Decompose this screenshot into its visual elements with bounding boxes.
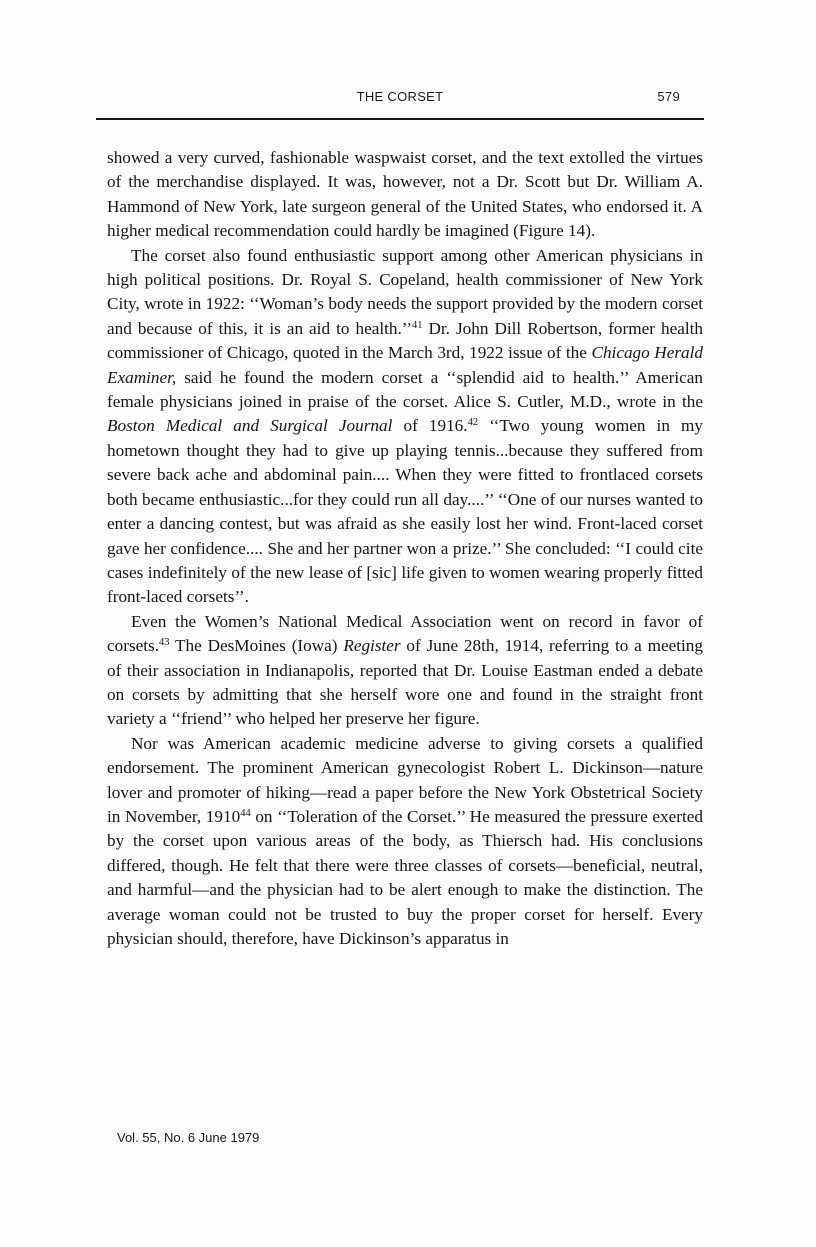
- footnote-ref: 41: [411, 319, 423, 331]
- footnote-ref: 43: [159, 637, 170, 649]
- paragraph: [107, 610, 703, 732]
- text-run: Nor was American academic medicine adverse to giving corsets a qualified endorsement. The prominent American gynecologist Robert L. Dickinson—nature lover and promoter of hiking—read a paper before the New York Obstetrical Society in November, 1910: [107, 733, 703, 826]
- text-run: The corset also found enthusiastic support among other American physicians in high political positions. Dr. Royal S. Copeland, health commissioner of New York City, wrote in 1922: ‘‘Woman’s body needs the support provided by the modern corset and because of this, it is an aid to health.’’: [107, 245, 703, 338]
- article-body: [107, 146, 703, 951]
- paragraph: [107, 244, 703, 610]
- footnote-ref: 44: [240, 807, 251, 819]
- text-run: Dr. John Dill Robertson, former health commissioner of Chicago, quoted in the March 3rd, 1922 issue of the: [107, 318, 703, 363]
- text-run: of 1916.: [392, 416, 468, 436]
- text-run: ‘‘Two young women in my hometown thought they had to give up playing tennis...because they suffered from severe back ache and abdominal pain.... When they were fitted to frontlaced corsets both became enthusiastic...for they could run all day....’’ ‘‘One of our nurses wanted to enter a dancing contest, but was afraid as she easily lost her wind. Front-laced corset gave her confidence.... She and her partner won a prize.’’ She concluded: ‘‘I could cite cases indefinitely of the new lease of [sic] life given to women wearing properly fitted front-laced corsets’’.: [107, 416, 703, 607]
- text-run: The DesMoines (Iowa): [169, 636, 344, 656]
- italic-title: Chicago Herald Examiner,: [107, 343, 703, 387]
- paragraph: [107, 146, 703, 244]
- running-head-title: THE CORSET: [356, 89, 444, 104]
- text-run: showed a very curved, fashionable waspwaist corset, and the text extolled the virtues of the merchandise displayed. It was, however, not a Dr. Scott but Dr. William A. Hammond of New York, late surgeon general of the United States, who endorsed it. A higher medical recommendation could hardly be imagined (Figure 14).: [107, 148, 703, 241]
- running-head: [96, 84, 704, 120]
- text-run: said he found the modern corset a ‘‘splendid aid to health.’’ American female physicians joined in praise of the corset. Alice S. Cutler, M.D., wrote in the: [107, 367, 703, 412]
- paragraph: [107, 732, 703, 952]
- text-run: of June 28th, 1914, referring to a meeting of their association in Indianapolis, reported that Dr. Louise Eastman ended a debate on corsets by admitting that she herself wore one and found in the straight front variety a ‘‘friend’’ who helped her preserve her figure.: [107, 636, 703, 729]
- text-run: Even the Women’s National Medical Association went on record in favor of corsets.: [107, 611, 703, 656]
- text-run: on ‘‘Toleration of the Corset.’’ He measured the pressure exerted by the corset upon various areas of the body, as Thiersch had. His conclusions differed, though. He felt that there were three classes of corsets—beneficial, neutral, and harmful—and the physician had to be alert enough to make the distinction. The average woman could not be trusted to buy the proper corset for herself. Every physician should, therefore, have Dickinson’s apparatus in: [107, 806, 703, 948]
- footnote-ref: 42: [467, 417, 479, 429]
- page-number: 579: [657, 89, 680, 104]
- italic-title: Register: [343, 636, 401, 656]
- italic-title: Boston Medical and Surgical Journal: [107, 416, 393, 436]
- journal-citation-footer: Vol. 55, No. 6 June 1979: [117, 1130, 260, 1145]
